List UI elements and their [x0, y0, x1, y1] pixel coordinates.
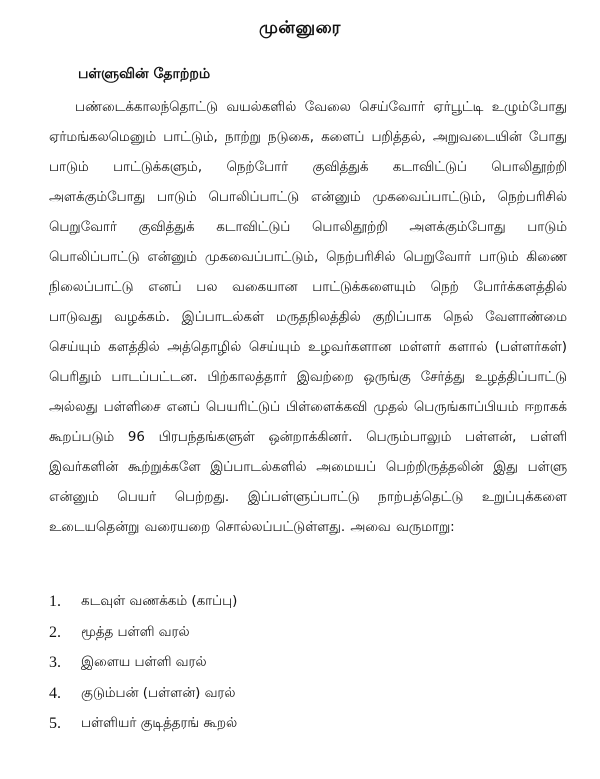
list-item-number: 4.: [49, 684, 61, 702]
page-title: முன்னுரை: [259, 18, 341, 38]
numbered-list: [49, 587, 549, 740]
list-item-text: மூத்த பள்ளி வரல்: [81, 624, 190, 640]
list-item: [49, 587, 549, 618]
list-item-text: கடவுள் வணக்கம் (காப்பு): [81, 594, 238, 609]
body-paragraph: பண்டைக்காலந்தொட்டு வயல்களில் வேலை செய்வோர் ஏர்பூட்டி உழும்போது ஏர்மங்கலமெனும் பாட்டும், நாற்று நடுகை, களைப் பறித்தல், அறுவடையின் போது பாடும் பாட்டுக்களும், நெற்போர் குவித்துக் கடாவிட்டுப் பொலிதூற்றி அளக்கும்போது பாடும் பொலிப்பாட்டு என்னும் முகவைப்பாட்டும், நெற்பரிசில் பெறுவோர் குவித்துக் கடாவிட்டுப் பொலிதூற்றி அளக்கும்போது பாடும் பொலிப்பாட்டு என்னும் முகவைப்பாட்டும், நெற்பரிசில் பெறுவோர் பாடும் கிணை நிலைப்பாட்டு எனப் பல வகையான பாட்டுக்களையும் நெற் போர்க்களத்தில் பாடுவது வழக்கம். இப்பாடல்கள் மருதநிலத்தில் குறிப்பாக நெல் வேளாண்மை செய்யும் களத்தில் அத்தொழில் செய்யும் உழவர்களான மள்ளர் களால் (பள்ளர்கள்) பெரிதும் பாடப்பட்டன. பிற்காலத்தார் இவற்றை ஒருங்கு சேர்த்து உழத்திப்பாட்டு அல்லது பள்ளிசை எனப் பெயரிட்டுப் பிள்ளைக்கவி முதல் பெருங்காப்பியம் ஈறாகக் கூறப்படும் 96 பிரபந்தங்களுள் ஒன்றாக்கினர். பெரும்பாலும் பள்ளன், பள்ளி இவர்களின் கூற்றுக்களே இப்பாடல்களில் அமையப் பெற்றிருத்தலின் இது பள்ளு என்னும் பெயர் பெற்றது. இப்பள்ளுப்பாட்டு நாற்பத்தெட்டு உறுப்புக்களை உடையதென்று வரையறை சொல்லப்பட்டுள்ளது. அவை வருமாறு:: [49, 100, 567, 535]
list-item-number: 2.: [49, 623, 61, 641]
section-heading: பள்ளுவின் தோற்றம்: [78, 66, 211, 82]
list-item-number: 5.: [49, 715, 61, 732]
list-item-text: இளைய பள்ளி வரல்: [81, 655, 207, 670]
list-item-text: குடும்பன் (பள்ளன்) வரல்: [81, 685, 236, 701]
list-item-number: 1.: [49, 593, 61, 610]
list-item-text: பள்ளியர் குடித்தரங் கூறல்: [81, 716, 238, 731]
list-item: [49, 618, 549, 649]
list-item: [49, 709, 549, 740]
list-item: [49, 679, 549, 710]
list-item-number: 3.: [49, 654, 61, 671]
list-item: [49, 648, 549, 679]
